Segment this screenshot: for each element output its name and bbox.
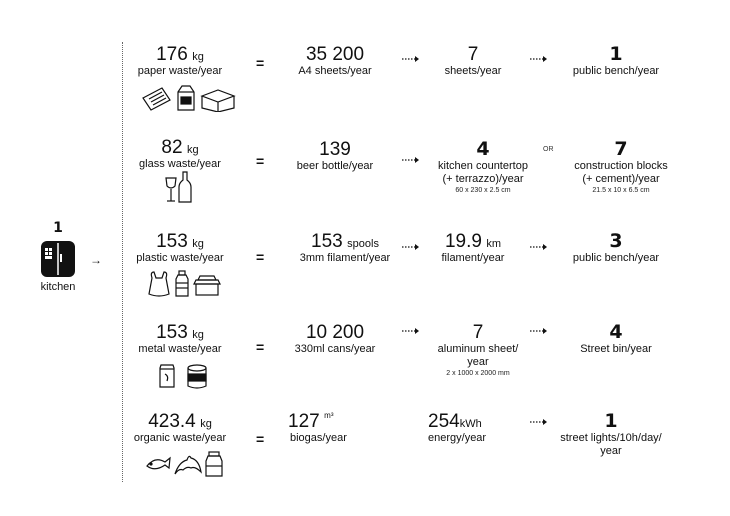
glass-step1-label: beer bottle/year xyxy=(296,160,374,172)
glass-step2-dims: 60 x 230 x 2.5 cm xyxy=(455,187,511,194)
plastic-step3 xyxy=(556,231,676,265)
plastic-equals: = xyxy=(256,249,265,265)
metal-waste-value: 153 xyxy=(156,322,188,343)
paper-waste-value: 176 xyxy=(156,44,188,65)
paper-equals: = xyxy=(256,55,265,71)
paper-step1-value: 35 200 xyxy=(305,44,365,65)
metal-step2-value: 7 xyxy=(472,322,484,343)
glass-step3-value: 7 xyxy=(614,138,628,160)
plastic-step1 xyxy=(280,231,410,265)
organic-equals: = xyxy=(256,431,265,447)
plastic-bottle-icon xyxy=(176,271,188,296)
paper-waste-unit: kg xyxy=(192,51,204,63)
plastic-waste-label: plastic waste/year xyxy=(136,252,224,264)
organic-step3-value: 1 xyxy=(604,410,618,432)
plastic-arrow-2 xyxy=(530,243,548,251)
metal-step3-label: Street bin/year xyxy=(580,343,652,355)
kitchen-count: 1 xyxy=(53,220,63,236)
plastic-waste-unit: kg xyxy=(192,238,204,250)
plastic-step2-label: filament/year xyxy=(441,252,505,264)
paper-step1-label: A4 sheets/year xyxy=(298,65,372,77)
organic-waste-unit: kg xyxy=(200,418,212,430)
paper-step1 xyxy=(280,44,390,78)
plastic-step1-unit: spools xyxy=(347,238,379,250)
plastic-icons xyxy=(146,270,224,298)
glass-step2-label-2: (+ terrazzo)/year xyxy=(442,173,524,185)
glass-step2 xyxy=(418,139,548,195)
plastic-step3-value: 3 xyxy=(609,230,623,252)
metal-equals: = xyxy=(256,339,265,355)
glass-waste-label: glass waste/year xyxy=(139,158,221,170)
banana-peel-icon xyxy=(175,456,201,474)
plastic-bag-icon xyxy=(149,272,169,296)
organic-step2 xyxy=(428,411,538,445)
paper-step2 xyxy=(418,44,528,78)
plastic-step1-label: 3mm filament/year xyxy=(299,252,391,264)
bottle-icon xyxy=(179,172,191,202)
metal-step1-label: 330ml cans/year xyxy=(294,343,376,355)
glass-or: OR xyxy=(543,146,554,153)
metal-waste-unit: kg xyxy=(192,329,204,341)
jar-icon xyxy=(206,452,222,476)
cardboard-box-icon xyxy=(202,90,234,112)
metal-step3-value: 4 xyxy=(609,321,623,343)
metal-step2 xyxy=(418,322,538,378)
paper-waste-label: paper waste/year xyxy=(137,65,223,77)
metal-step1-value: 10 200 xyxy=(305,322,365,343)
metal-icons xyxy=(157,362,209,390)
fish-icon xyxy=(147,458,170,469)
organic-step2-unit: kWh xyxy=(459,418,482,430)
metal-arrow-2 xyxy=(530,327,548,335)
paper-icons xyxy=(140,84,238,112)
wine-glass-icon xyxy=(166,178,176,201)
metal-waste-label: metal waste/year xyxy=(138,343,222,355)
glass-step2-value: 4 xyxy=(476,138,490,160)
organic-step2-value: 254 xyxy=(428,411,460,432)
glass-waste-unit: kg xyxy=(186,144,199,156)
glass-step1 xyxy=(280,139,390,173)
paper-step3 xyxy=(556,44,676,78)
row-glass-waste xyxy=(125,137,235,171)
plastic-step3-label: public bench/year xyxy=(572,252,660,264)
glass-step3-label-2: (+ cement)/year xyxy=(582,173,660,185)
paper-step2-value: 7 xyxy=(467,44,479,65)
organic-step1 xyxy=(288,411,398,445)
row-paper-waste xyxy=(125,44,235,78)
organic-waste-label: organic waste/year xyxy=(133,432,227,444)
glass-step3-label-1: construction blocks xyxy=(574,160,668,172)
paper-step3-label: public bench/year xyxy=(572,65,660,77)
organic-step3 xyxy=(546,411,676,458)
paper-step2-label: sheets/year xyxy=(444,65,502,77)
kitchen-label: kitchen xyxy=(40,281,76,293)
row-metal-waste xyxy=(125,322,235,356)
paper-step3-value: 1 xyxy=(609,43,623,65)
plastic-step2 xyxy=(418,231,528,265)
organic-waste-value: 423.4 xyxy=(148,411,196,432)
can-icon xyxy=(160,365,174,387)
glass-step1-value: 139 xyxy=(319,139,351,160)
glass-step2-label-1: kitchen countertop xyxy=(438,160,528,172)
plastic-step2-unit: km xyxy=(486,238,502,250)
metal-step2-label-1: aluminum sheet/ xyxy=(437,343,519,355)
organic-step1-unit: m³ xyxy=(324,411,334,420)
metal-step3 xyxy=(556,322,676,356)
metal-step1 xyxy=(280,322,390,356)
row-organic-waste xyxy=(120,411,240,445)
plastic-waste-value: 153 xyxy=(156,231,188,252)
fridge-icon xyxy=(40,240,76,278)
row-plastic-waste xyxy=(125,231,235,265)
organic-step1-value: 127 xyxy=(288,411,320,432)
glass-equals: = xyxy=(256,153,265,169)
organic-step3-label-1: street lights/10h/day/ xyxy=(560,432,662,444)
food-container-icon xyxy=(194,276,220,295)
tin-can-icon xyxy=(188,365,206,388)
organic-icons xyxy=(143,448,225,478)
plastic-step1-value: 153 xyxy=(311,231,343,252)
milk-carton-icon xyxy=(178,86,194,110)
glass-step3 xyxy=(556,139,686,195)
metal-step2-dims: 2 x 1000 x 2000 mm xyxy=(446,370,510,377)
organic-step3-label-2: year xyxy=(600,445,622,457)
metal-step2-label-2: year xyxy=(467,356,489,368)
newspaper-icon xyxy=(143,88,170,110)
glass-step3-dims: 21.5 x 10 x 6.5 cm xyxy=(592,187,650,194)
kitchen-arrow: → xyxy=(90,253,102,267)
plastic-step2-value: 19.9 xyxy=(444,231,482,252)
glass-waste-value: 82 xyxy=(161,137,183,158)
organic-step1-label: biogas/year xyxy=(290,432,347,444)
paper-arrow-2 xyxy=(530,55,548,63)
glass-icons xyxy=(164,170,194,204)
organic-step2-label: energy/year xyxy=(428,432,487,444)
